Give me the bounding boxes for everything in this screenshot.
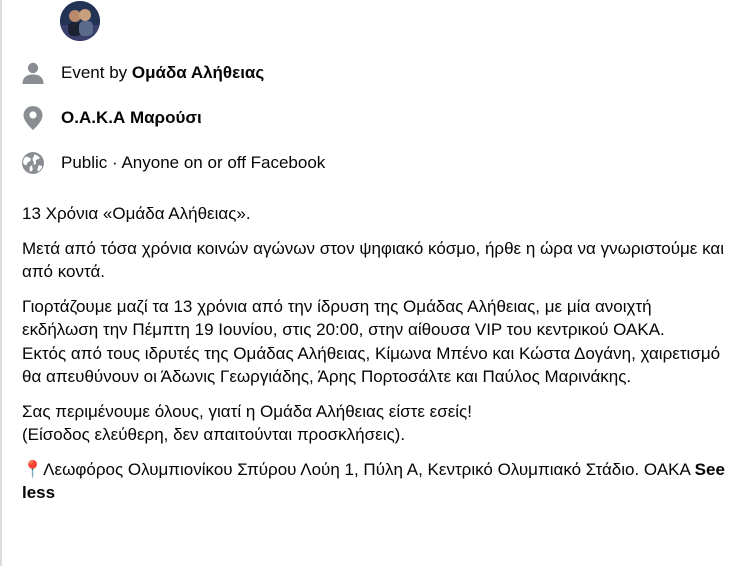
description-paragraph-4a: Σας περιμένουμε όλους, γιατί η Ομάδα Αλήθειας είστε εσείς! [22,401,472,421]
location-link[interactable]: Ο.Α.Κ.Α Μαρούσι [61,108,202,127]
event-privacy-row [20,149,325,177]
description-paragraph-4b: (Είσοδος ελεύθερη, δεν απαιτούνται προσκλήσεις). [22,425,406,444]
description-paragraph-3a: Γιορτάζουμε μαζί τα 13 χρόνια από την ίδρυση της Ομάδας Αλήθειας, με μία ανοιχτή εκδήλωση την Πέμπτη 19 Ιουνίου, στις 20:00, στην αίθουσα VIP του κεντρικού ΟΑΚΑ. [22,296,665,339]
description-paragraph-5 [22,458,727,505]
left-border [0,0,2,566]
event-description [22,202,727,505]
event-location-row [20,104,202,132]
see-less-button[interactable]: See less [22,459,725,502]
pushpin-icon: 📍 [22,459,44,479]
address-text: Λεωφόρος Ολυμπιονίκου Σπύρου Λούη 1, Πύλη Α, Κεντρικό Ολυμπιακό Στάδιο. ΟΑΚΑ [43,459,690,479]
event-host-row [20,59,264,87]
event-host-text [61,63,264,83]
host-avatar[interactable] [60,1,100,41]
description-paragraph-3b: Εκτός από τους ιδρυτές της Ομάδας Αλήθειας, Κίμωνα Μπένο και Κώστα Δογάνη, χαιρετισμό θα απευθύνουν οι Άδωνις Γεωργιάδης, Άρης Πορτοσάλτε και Παύλος Μαρινάκης. [22,343,721,386]
person-icon [20,60,46,86]
privacy-text: Public · Anyone on or off Facebook [61,153,326,172]
host-prefix: Event by [61,63,128,82]
description-paragraph-2: Μετά από τόσα χρόνια κοινών αγώνων στον ψηφιακό κόσμο, ήρθε η ώρα να γνωριστούμε και από κοντά. [22,238,724,281]
globe-icon [20,150,46,176]
host-name-link[interactable]: Ομάδα Αλήθειας [131,63,265,82]
description-paragraph-1: 13 Χρόνια «Ομάδα Αλήθειας». [22,204,251,223]
location-pin-icon [20,105,46,131]
